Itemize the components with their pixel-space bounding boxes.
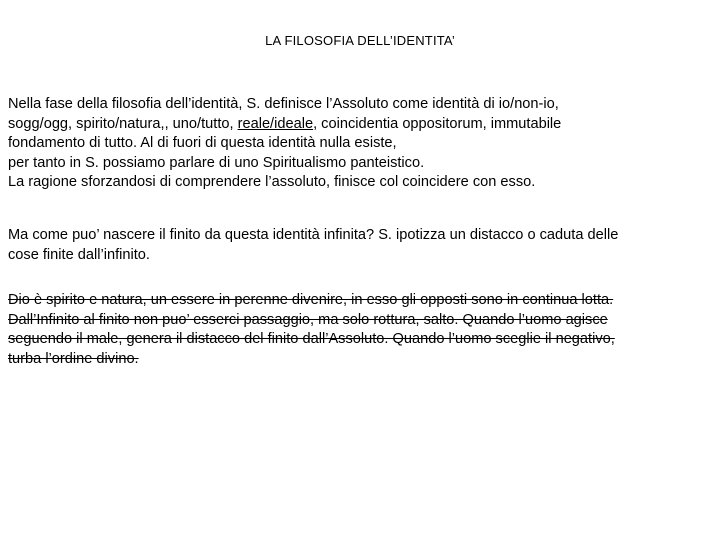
paragraph-finite-question <box>8 226 712 265</box>
paragraph-line: fondamento di tutto. Al di fuori di questa identità nulla esiste, <box>8 135 397 151</box>
paragraph-line: La ragione sforzandosi di comprendere l’assoluto, finisce col coincidere con esso. <box>8 174 536 190</box>
paragraph-line: Dall’Infinito al finito non puo’ esserci passaggio, ma solo rottura, salto. Quando l’uomo agisce <box>8 311 608 328</box>
paragraph-line: cose finite dall’infinito. <box>8 246 150 263</box>
paragraph-line: Nella fase della filosofia dell’identità, S. definisce l’Assoluto come identità di io/non-io, <box>8 96 559 112</box>
line-text: , coincidentia oppositorum, immutabile <box>313 115 562 132</box>
paragraph-line: per tanto in S. possiamo parlare di uno Spiritualismo panteistico. <box>8 154 425 171</box>
slide-title: LA FILOSOFIA DELL’IDENTITA’ <box>265 33 455 48</box>
paragraph-line: turba l’ordine divino. <box>8 350 139 367</box>
line-text: sogg/ogg, spirito/natura,, uno/tutto, <box>8 115 238 132</box>
paragraph-line: Dio è spirito e natura, un essere in perenne divenire, in esso gli opposti sono in continua lotta. <box>8 292 614 308</box>
paragraph-identity <box>8 95 712 193</box>
paragraph-strikethrough <box>8 291 712 369</box>
underlined-term: reale/ideale <box>237 115 314 132</box>
paragraph-line <box>8 115 712 135</box>
paragraph-line: seguendo il male, genera il distacco del finito dall’Assoluto. Quando l’uomo sceglie il negativo, <box>8 331 615 347</box>
paragraph-line: Ma come puo’ nascere il finito da questa identità infinita? S. ipotizza un distacco o caduta delle <box>8 227 619 243</box>
